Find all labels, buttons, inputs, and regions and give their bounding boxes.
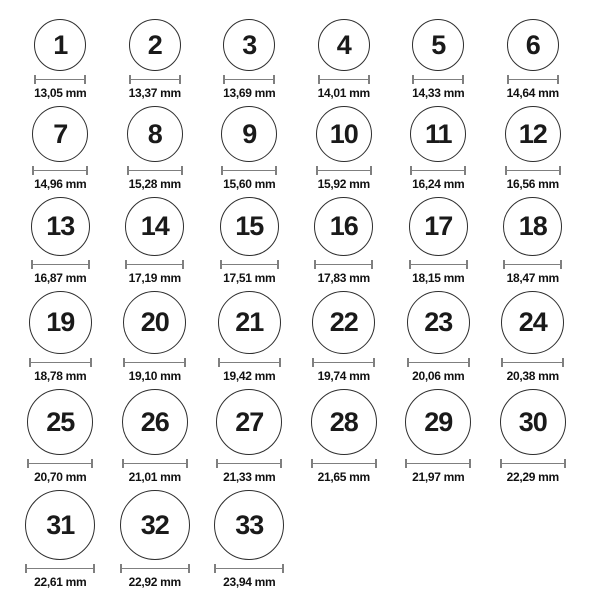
ring-size-number: 21 <box>235 307 264 337</box>
chart-row <box>13 291 587 383</box>
diameter-measure-line <box>123 358 186 367</box>
diameter-measure-line <box>31 260 90 269</box>
diameter-label: 15,28 mm <box>128 177 181 191</box>
diameter-label: 14,33 mm <box>412 86 465 100</box>
diameter-measure-line <box>507 75 559 84</box>
ring-size-number: 15 <box>235 211 264 241</box>
diameter-label: 13,69 mm <box>223 86 276 100</box>
ring-size-number: 2 <box>147 29 162 60</box>
diameter-label: 23,94 mm <box>223 575 276 589</box>
ring-size-number: 13 <box>46 211 75 241</box>
diameter-label: 16,56 mm <box>506 177 559 191</box>
diameter-measure-line <box>318 75 370 84</box>
diameter-label: 20,06 mm <box>412 369 465 383</box>
ring-size-number: 5 <box>431 29 446 60</box>
diameter-measure-line <box>120 564 190 573</box>
diameter-measure-line <box>221 166 277 175</box>
diameter-measure-line <box>29 358 92 367</box>
ring-size-item <box>108 490 203 589</box>
diameter-label: 18,47 mm <box>506 271 559 285</box>
diameter-label: 21,01 mm <box>128 470 181 484</box>
ring-circle <box>120 490 190 560</box>
ring-size-number: 17 <box>424 211 453 241</box>
diameter-label: 18,78 mm <box>34 369 87 383</box>
diameter-measure-line <box>501 358 564 367</box>
ring-circle <box>31 197 90 256</box>
chart-row <box>13 106 587 191</box>
diameter-label: 16,87 mm <box>34 271 87 285</box>
diameter-measure-line <box>220 260 279 269</box>
ring-circle <box>218 291 281 354</box>
ring-size-number: 33 <box>235 509 264 540</box>
ring-size-item <box>391 197 486 285</box>
ring-size-item <box>297 197 392 285</box>
diameter-measure-line <box>314 260 373 269</box>
ring-size-number: 9 <box>242 118 257 149</box>
ring-size-number: 28 <box>329 406 358 437</box>
ring-size-number: 11 <box>424 118 452 149</box>
ring-size-item <box>391 106 486 191</box>
ring-size-number: 4 <box>336 29 351 60</box>
ring-circle <box>27 389 93 455</box>
diameter-label: 15,60 mm <box>223 177 276 191</box>
diameter-measure-line <box>405 459 471 468</box>
diameter-measure-line <box>412 75 464 84</box>
ring-size-item <box>202 291 297 383</box>
diameter-measure-line <box>500 459 566 468</box>
ring-circle <box>221 106 277 162</box>
diameter-label: 13,37 mm <box>128 86 181 100</box>
ring-size-item <box>391 389 486 484</box>
diameter-label: 14,64 mm <box>506 86 559 100</box>
diameter-label: 22,61 mm <box>34 575 87 589</box>
ring-size-number: 30 <box>518 406 547 437</box>
ring-size-item <box>486 389 581 484</box>
ring-size-number: 12 <box>518 118 547 149</box>
ring-circle <box>505 106 561 162</box>
ring-size-item <box>202 490 297 589</box>
ring-size-item <box>13 197 108 285</box>
ring-size-number: 10 <box>329 118 358 149</box>
ring-circle <box>127 106 183 162</box>
ring-size-item <box>391 291 486 383</box>
ring-circle <box>407 291 470 354</box>
diameter-measure-line <box>129 75 181 84</box>
ring-circle <box>25 490 95 560</box>
diameter-measure-line <box>32 166 88 175</box>
diameter-measure-line <box>223 75 275 84</box>
ring-size-number: 16 <box>329 211 358 241</box>
ring-size-number: 31 <box>46 509 75 540</box>
diameter-label: 13,05 mm <box>34 86 87 100</box>
diameter-label: 17,19 mm <box>128 271 181 285</box>
diameter-measure-line <box>216 459 282 468</box>
diameter-label: 17,51 mm <box>223 271 276 285</box>
diameter-label: 14,96 mm <box>34 177 87 191</box>
diameter-label: 18,15 mm <box>412 271 465 285</box>
ring-circle <box>32 106 88 162</box>
diameter-label: 19,10 mm <box>128 369 181 383</box>
ring-circle <box>409 197 468 256</box>
ring-size-item <box>108 291 203 383</box>
diameter-measure-line <box>407 358 470 367</box>
diameter-measure-line <box>214 564 284 573</box>
ring-size-number: 6 <box>525 29 540 60</box>
ring-size-number: 25 <box>46 406 75 437</box>
ring-circle <box>412 19 464 71</box>
ring-size-item <box>486 291 581 383</box>
ring-size-item <box>391 19 486 100</box>
ring-size-number: 23 <box>424 307 453 337</box>
diameter-measure-line <box>27 459 93 468</box>
diameter-measure-line <box>409 260 468 269</box>
ring-size-item <box>13 19 108 100</box>
ring-size-number: 20 <box>140 307 169 337</box>
chart-row <box>13 197 587 285</box>
ring-size-number: 18 <box>518 211 547 241</box>
diameter-measure-line <box>127 166 183 175</box>
ring-size-item <box>297 389 392 484</box>
ring-size-item <box>486 19 581 100</box>
chart-row <box>13 389 587 484</box>
ring-size-item <box>13 106 108 191</box>
diameter-measure-line <box>505 166 561 175</box>
diameter-label: 17,83 mm <box>317 271 370 285</box>
ring-circle <box>125 197 184 256</box>
ring-size-item <box>202 19 297 100</box>
ring-size-item <box>486 197 581 285</box>
ring-size-number: 8 <box>147 118 162 149</box>
ring-size-item <box>297 291 392 383</box>
ring-circle <box>318 19 370 71</box>
ring-size-item <box>202 389 297 484</box>
ring-size-item <box>108 389 203 484</box>
ring-size-item <box>202 197 297 285</box>
ring-size-number: 19 <box>46 307 75 337</box>
ring-size-item <box>108 197 203 285</box>
ring-circle <box>410 106 466 162</box>
diameter-label: 21,97 mm <box>412 470 465 484</box>
diameter-label: 21,65 mm <box>317 470 370 484</box>
diameter-measure-line <box>503 260 562 269</box>
diameter-measure-line <box>311 459 377 468</box>
ring-circle <box>501 291 564 354</box>
ring-size-number: 24 <box>518 307 547 337</box>
diameter-measure-line <box>34 75 86 84</box>
diameter-label: 21,33 mm <box>223 470 276 484</box>
diameter-measure-line <box>410 166 466 175</box>
ring-circle <box>216 389 282 455</box>
ring-circle <box>311 389 377 455</box>
ring-size-number: 26 <box>140 406 169 437</box>
ring-size-item <box>13 389 108 484</box>
ring-size-number: 32 <box>140 509 169 540</box>
diameter-measure-line <box>25 564 95 573</box>
ring-size-number: 3 <box>242 29 257 60</box>
ring-size-number: 27 <box>235 406 264 437</box>
ring-size-number: 1 <box>53 29 68 60</box>
ring-circle <box>507 19 559 71</box>
diameter-measure-line <box>316 166 372 175</box>
ring-size-number: 29 <box>424 406 453 437</box>
ring-circle <box>312 291 375 354</box>
chart-row <box>13 490 587 589</box>
ring-circle <box>34 19 86 71</box>
chart-row <box>13 19 587 100</box>
diameter-measure-line <box>312 358 375 367</box>
ring-circle <box>220 197 279 256</box>
ring-circle <box>314 197 373 256</box>
ring-circle <box>503 197 562 256</box>
diameter-measure-line <box>218 358 281 367</box>
ring-size-item <box>13 291 108 383</box>
diameter-label: 14,01 mm <box>317 86 370 100</box>
ring-size-item <box>297 19 392 100</box>
ring-circle <box>123 291 186 354</box>
ring-size-number: 14 <box>140 211 169 241</box>
diameter-label: 22,92 mm <box>128 575 181 589</box>
diameter-measure-line <box>125 260 184 269</box>
diameter-measure-line <box>122 459 188 468</box>
ring-size-item <box>202 106 297 191</box>
ring-circle <box>129 19 181 71</box>
ring-circle <box>214 490 284 560</box>
diameter-label: 19,42 mm <box>223 369 276 383</box>
ring-size-item <box>108 106 203 191</box>
ring-circle <box>29 291 92 354</box>
ring-size-item <box>13 490 108 589</box>
diameter-label: 20,70 mm <box>34 470 87 484</box>
diameter-label: 22,29 mm <box>506 470 559 484</box>
diameter-label: 20,38 mm <box>506 369 559 383</box>
ring-size-number: 22 <box>329 307 358 337</box>
ring-circle <box>316 106 372 162</box>
diameter-label: 15,92 mm <box>317 177 370 191</box>
diameter-label: 16,24 mm <box>412 177 465 191</box>
ring-size-number: 7 <box>53 118 68 149</box>
ring-circle <box>223 19 275 71</box>
ring-circle <box>405 389 471 455</box>
diameter-label: 19,74 mm <box>317 369 370 383</box>
ring-size-item <box>108 19 203 100</box>
ring-circle <box>122 389 188 455</box>
ring-circle <box>500 389 566 455</box>
ring-size-item <box>486 106 581 191</box>
ring-size-item <box>297 106 392 191</box>
